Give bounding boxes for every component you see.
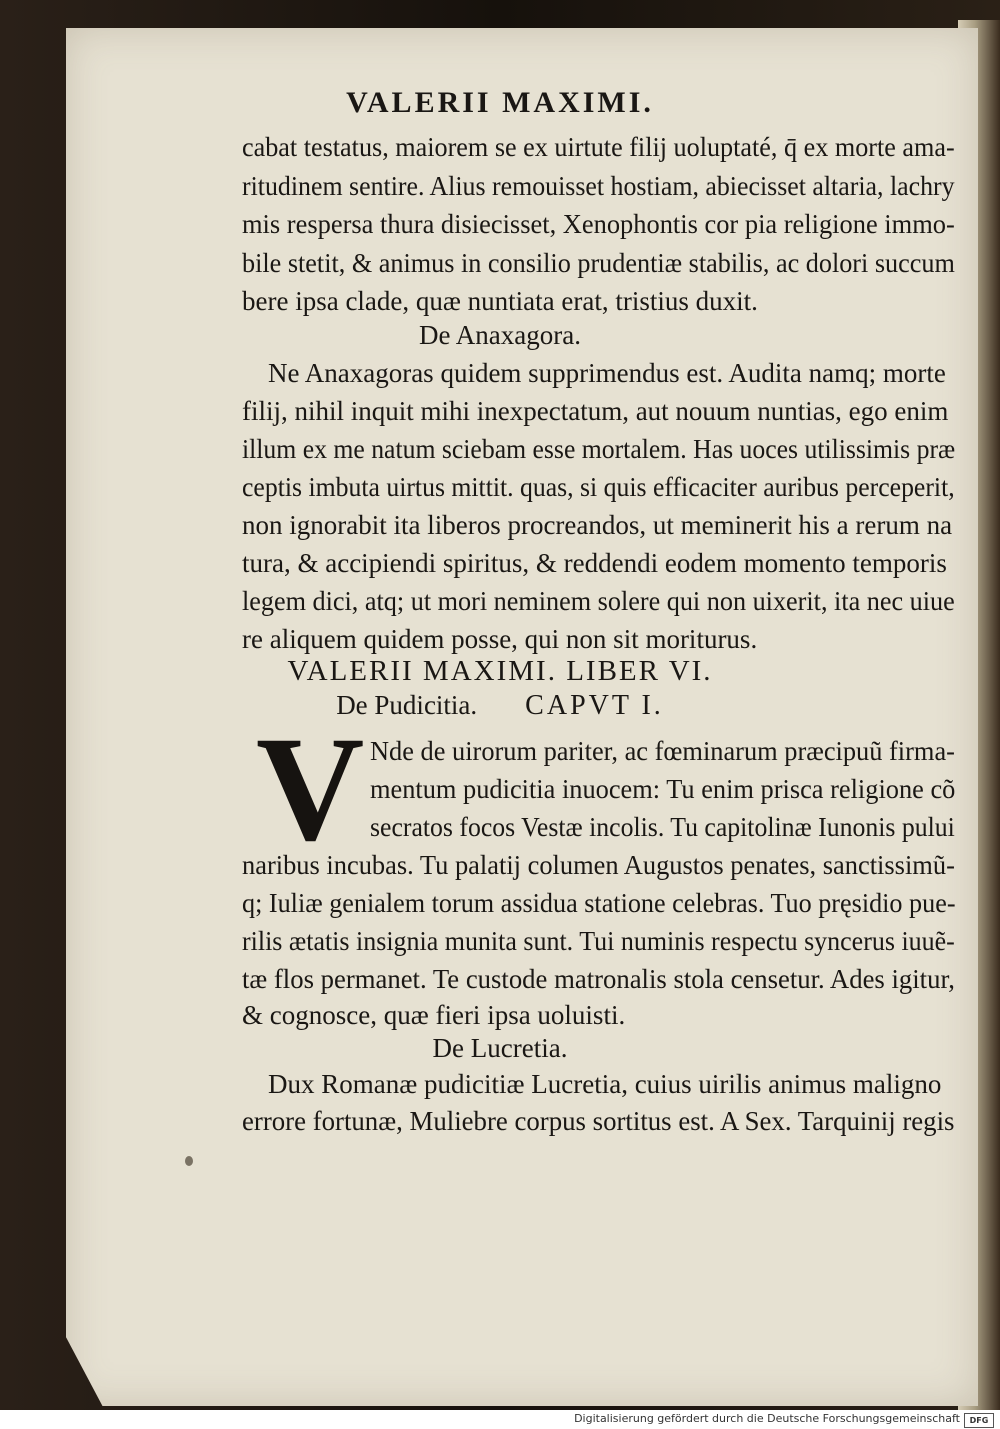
- text-line: Dux Romanæ pudicitiæ Lucretia, cuius uirilis animus maligno: [268, 1069, 942, 1099]
- text-line: tæ flos permanet. Te custode matronalis stola censetur. Ades igitur,: [242, 964, 955, 994]
- text-line: ceptis imbuta uirtus mittit. quas, si quis efficaciter auribus perceperit,: [242, 472, 955, 502]
- text-line: rilis ætatis insignia munita sunt. Tui numinis respectu syncerus iuuẽ-: [242, 926, 955, 956]
- text-line: Ne Anaxagoras quidem supprimendus est. Audita namq; morte: [268, 358, 946, 388]
- text-line: filij, nihil inquit mihi inexpectatum, aut nouum nuntias, ego enim: [242, 396, 949, 426]
- text-line: Nde de uirorum pariter, ac fœminarum præcipuũ firma-: [370, 736, 955, 766]
- text-line: & cognosce, quæ fieri ipsa uoluisti.: [242, 1000, 626, 1030]
- text-line: mentum pudicitia inuocem: Tu enim prisca religione cõ: [370, 774, 956, 804]
- text-line: ritudinem sentire. Alius remouisset hostiam, abiecisset altaria, lachry: [242, 171, 955, 201]
- section-heading: De Anaxagora.: [419, 320, 581, 350]
- text-line: secratos focos Vestæ incolis. Tu capitolinæ Iunonis pului: [370, 812, 955, 842]
- ink-spot: [185, 1156, 193, 1166]
- text-line: mis respersa thura disiecisset, Xenophontis cor pia religione immo-: [242, 209, 955, 239]
- chapter-label: CAPVT I.: [525, 690, 664, 721]
- text-line: errore fortunæ, Muliebre corpus sortitus est. A Sex. Tarquinij regis: [242, 1106, 955, 1136]
- text-line: cabat testatus, maiorem se ex uirtute filij uoluptaté, q̄ ex morte ama-: [242, 132, 955, 162]
- section-heading: De Lucretia.: [432, 1033, 568, 1063]
- dfg-logo: DFG: [964, 1413, 994, 1428]
- chapter-heading: [0, 690, 1000, 722]
- text-line: non ignorabit ita liberos procreandos, ut meminerit his a rerum na: [242, 510, 953, 540]
- decorated-initial: V: [256, 706, 365, 872]
- text-line: q; Iuliæ genialem torum assidua statione celebras. Tuo pręsidio pue-: [242, 888, 956, 918]
- text-line: bile stetit, & animus in consilio prudentiæ stabilis, ac dolori succum: [242, 248, 955, 278]
- text-line: legem dici, atq; ut mori neminem solere qui non uixerit, ita nec uiue: [242, 586, 955, 616]
- footer-bar: [0, 1410, 1000, 1429]
- text-line: naribus incubas. Tu palatij columen Augustos penates, sanctissimũ-: [242, 850, 955, 880]
- text-line: illum ex me natum sciebam esse mortalem. Has uoces utilissimis præ: [242, 434, 956, 464]
- funding-notice: Digitalisierung gefördert durch die Deutsche Forschungsgemeinschaft: [574, 1412, 960, 1425]
- running-head: VALERII MAXIMI.: [346, 86, 654, 119]
- text-line: re aliquem quidem posse, qui non sit moriturus.: [242, 624, 758, 654]
- chapter-subject: De Pudicitia.: [336, 690, 478, 720]
- text-line: bere ipsa clade, quæ nuntiata erat, tristius duxit.: [242, 286, 758, 316]
- book-title: VALERII MAXIMI. LIBER VI.: [287, 655, 713, 687]
- text-line: tura, & accipiendi spiritus, & reddendi eodem momento temporis: [242, 548, 947, 578]
